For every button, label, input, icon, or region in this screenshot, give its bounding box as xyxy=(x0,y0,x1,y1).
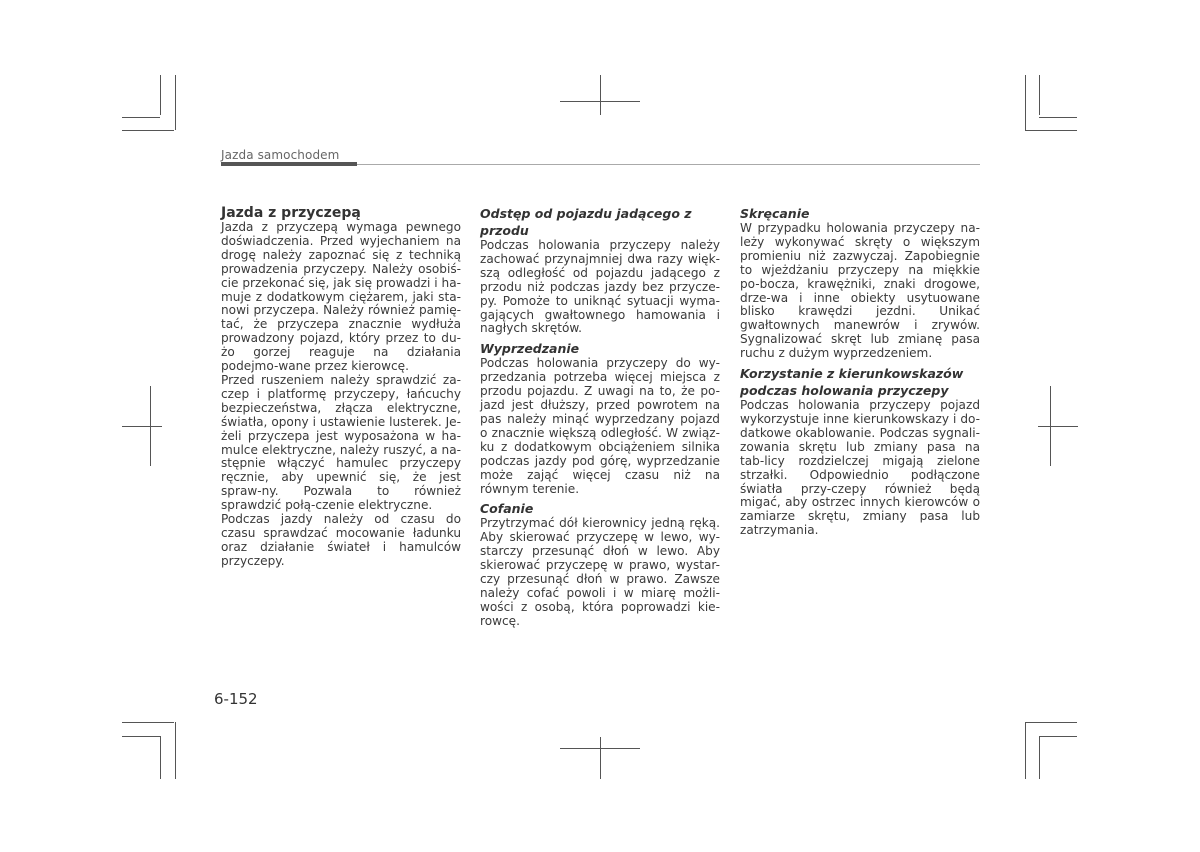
crop-mark xyxy=(1025,75,1026,130)
section xyxy=(740,365,980,538)
paragraph: Podczas holowania przyczepy do wy-przedzania potrzeba więcej miejsca z przodu pojazdu. Z uwagi na to, że po-jazd jest dłuższy, przed powrotem na pas należy minąć wyprzedzany pojazd o znacznie większą odległość. W związ-ku z dodatkowym obciążeniem silnika podczas jazdy pod górę, wyprzedzanie może zająć więcej czasu niż na równym terenie. xyxy=(480,356,720,496)
subheading: Korzystanie z kierunkowskazów podczas holowania przyczepy xyxy=(740,366,964,399)
page-number: 6-152 xyxy=(214,690,258,708)
section xyxy=(740,205,980,361)
subheading: Cofanie xyxy=(480,501,534,517)
crop-mark xyxy=(122,117,160,118)
column-2 xyxy=(480,205,720,633)
crop-mark xyxy=(160,736,161,779)
column-1 xyxy=(221,205,461,569)
section xyxy=(480,500,720,628)
main-heading: Jazda z przyczepą xyxy=(221,205,361,221)
header-rule xyxy=(357,164,980,165)
crop-mark xyxy=(1025,722,1077,723)
subheading: Wyprzedzanie xyxy=(480,341,580,357)
crop-mark xyxy=(122,736,160,737)
section xyxy=(480,340,720,496)
crop-mark xyxy=(1025,722,1026,779)
paragraph: Podczas holowania przyczepy pojazd wykorzystuje inne kierunkowskazy i do-datkowe okablowanie. Podczas sygnali-zowania skrętu lub zmiany pasa na tab-licy rozdzielczej migają zielone strzałki. Odpowiednio podłączone światła przy-czepy również będą migać, aby ostrzec innych kierowców o zamiarze skrętu, zmiany pasa lub zatrzymania. xyxy=(740,398,980,538)
section xyxy=(480,205,720,336)
paragraph: W przypadku holowania przyczepy na-leży wykonywać skręty o większym promieniu niż zazwyczaj. Zapobiegnie to wjeżdżaniu przyczepy na miękkie po-bocza, krawężniki, znaki drogowe, drze-wa i inne obiekty usytuowane blisko krawędzi jezdni. Unikać gwałtownych manewrów i zrywów. Sygnalizować skręt lub zmianę pasa ruchu z dużym wyprzedzeniem. xyxy=(740,221,980,361)
paragraph: Podczas jazdy należy od czasu do czasu sprawdzać mocowanie ładunku oraz działanie świateł i hamulców przyczepy. xyxy=(221,512,461,568)
crop-mark xyxy=(175,722,176,779)
crop-mark xyxy=(122,722,174,723)
crop-mark xyxy=(1039,736,1077,737)
registration-mark xyxy=(1050,386,1051,466)
registration-mark xyxy=(150,386,151,466)
paragraph: Przytrzymać dół kierownicy jedną ręką. Aby skierować przyczepę w lewo, wy-starczy przesunąć dłoń w lewo. Aby skierować przyczepę w prawo, wystar-czy przesunąć dłoń w prawo. Zawsze należy cofać powoli i w miarę możli-wości z osobą, która poprowadzi kie-rowcę. xyxy=(480,516,720,628)
column-3 xyxy=(740,205,980,542)
crop-mark xyxy=(1039,75,1040,115)
registration-mark xyxy=(122,426,162,427)
crop-mark xyxy=(160,75,161,115)
paragraph: Podczas holowania przyczepy należy zachować przynajmniej dwa razy więk-szą odległość od pojazdu jadącego z przodu niż podczas jazdy bez przycze-py. Pomoże to uniknąć sytuacji wyma-gających gwałtownego hamowania i nagłych skrętów. xyxy=(480,238,720,336)
subheading: Skręcanie xyxy=(740,206,810,221)
subheading: Odstęp od pojazdu jadącego z przodu xyxy=(480,206,692,238)
registration-mark xyxy=(600,75,601,115)
crop-mark xyxy=(1039,736,1040,779)
crop-mark xyxy=(1039,117,1077,118)
paragraph: Przed ruszeniem należy sprawdzić za-czep i platformę przyczepy, łańcuchy bezpieczeństwa, złącza elektryczne, światła, opony i ustawienie lusterek. Je-żeli przyczepa jest wyposażona w ha-mulce elektryczne, należy ruszyć, a na-stępnie włączyć hamulec przyczepy ręcznie, aby upewnić się, że jest spraw-ny. Pozwala to również sprawdzić połą-czenie elektryczne. xyxy=(221,372,461,513)
section-header: Jazda samochodem xyxy=(221,148,340,162)
crop-mark xyxy=(1025,130,1077,131)
crop-mark xyxy=(175,75,176,130)
registration-mark xyxy=(600,737,601,779)
crop-mark xyxy=(122,130,174,131)
header-bar xyxy=(221,162,357,166)
registration-mark xyxy=(1038,426,1078,427)
paragraph: Jazda z przyczepą wymaga pewnego doświadczenia. Przed wyjechaniem na drogę należy zapoznać się z techniką prowadzenia przyczepy. Należy osobiś-cie przekonać się, jak się prowadzi i ha-muje z dodatkowym ciężarem, jaki sta-nowi przyczepa. Należy również pamię-tać, że przyczepa znacznie wydłuża prowadzony pojazd, który przez to du-żo gorzej reaguje na działania podejmo-wane przez kierowcę. xyxy=(221,220,461,374)
